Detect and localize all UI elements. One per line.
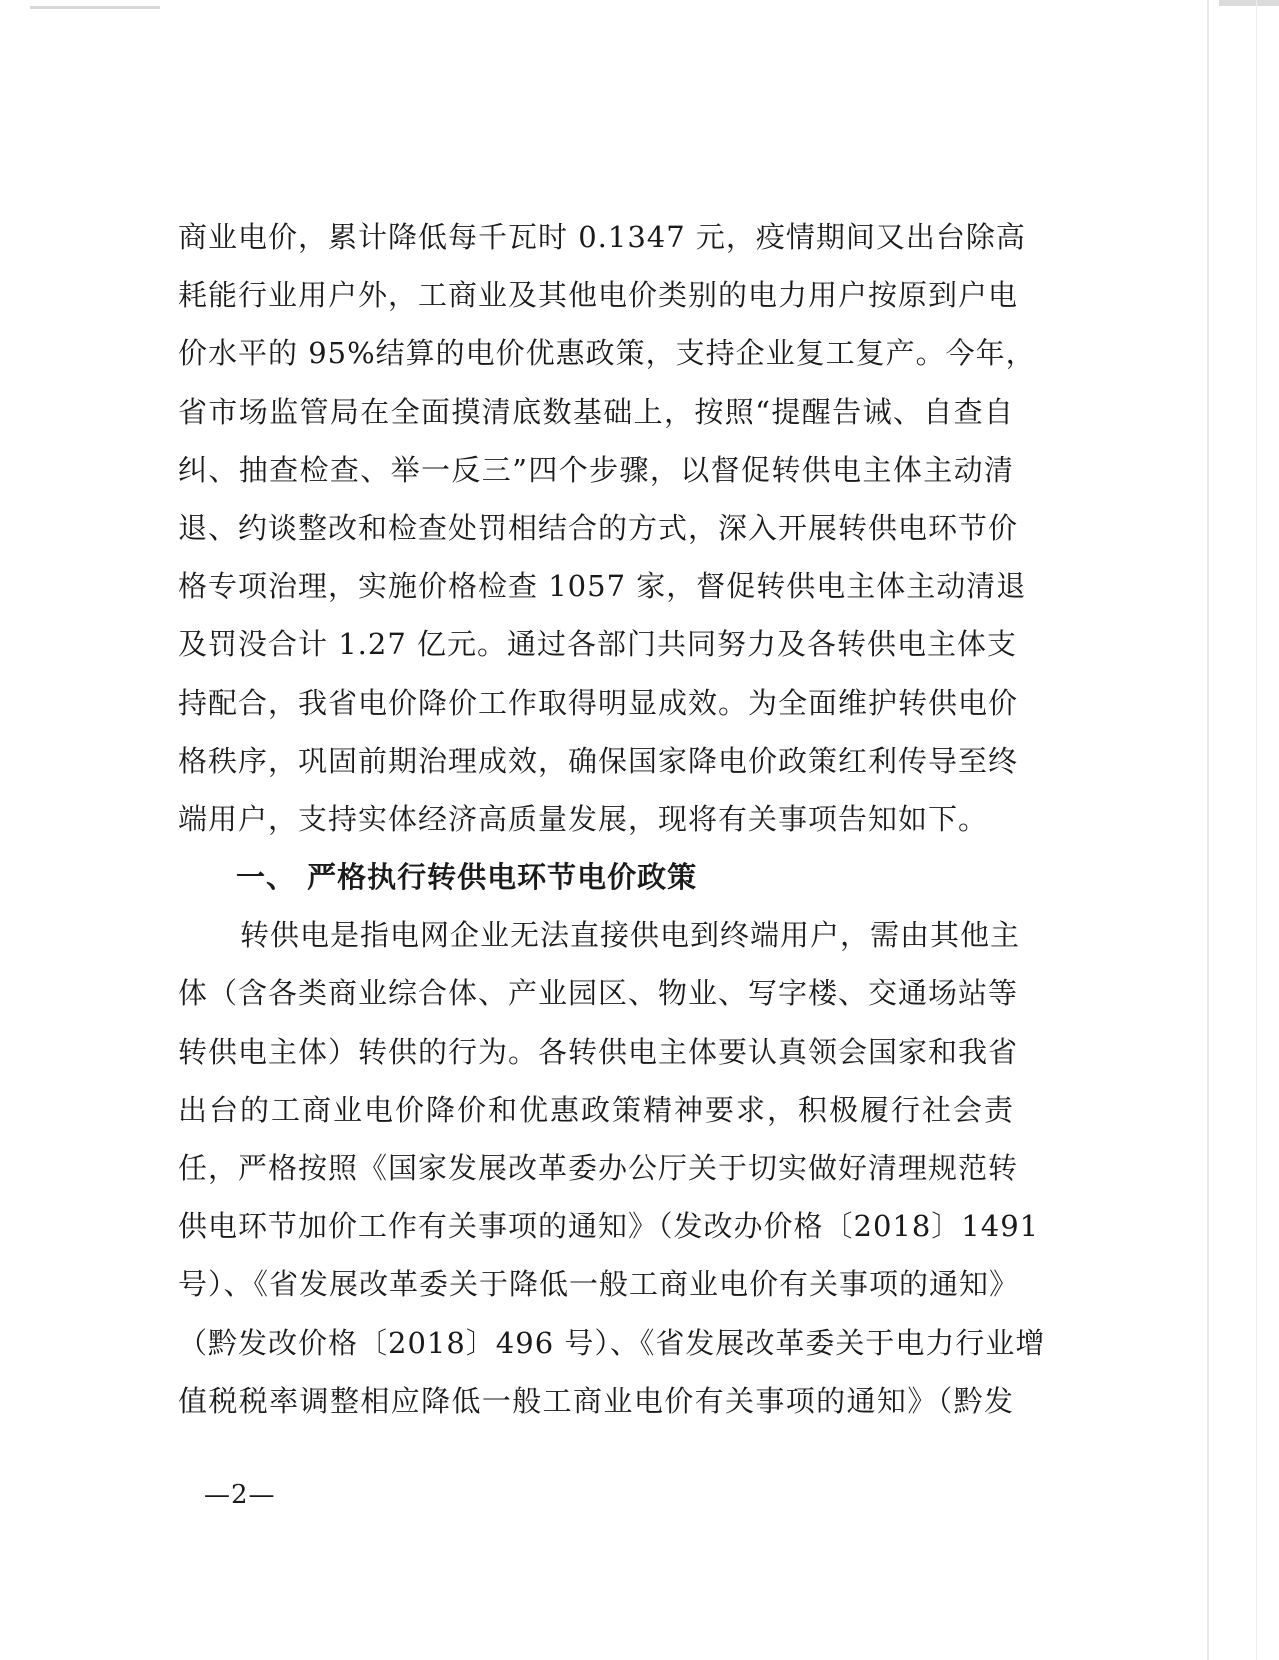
scan-artifact-top-right (1219, 0, 1279, 6)
paragraph-line: 转供电是指电网企业无法直接供电到终端用户，需由其他主 (240, 918, 1021, 953)
paragraph-line: 体（含各类商业综合体、产业园区、物业、写字楼、交通场站等 (178, 976, 1019, 1011)
paragraph-line: 纠、抽查检查、举一反三”四个步骤，以督促转供电主体主动清 (178, 452, 1014, 487)
paragraph-line: 耗能行业用户外，工商业及其他电价类别的电力用户按原到户电 (178, 278, 1019, 313)
paragraph-line: 退、约谈整改和检查处罚相结合的方式，深入开展转供电环节价 (178, 510, 1019, 545)
section-heading: 一、 严格执行转供电环节电价政策 (236, 860, 698, 895)
paragraph-line: 值税税率调整相应降低一般工商业电价有关事项的通知》（黔发 (178, 1383, 1014, 1418)
paragraph-line: 端用户，支持实体经济高质量发展，现将有关事项告知如下。 (178, 801, 989, 836)
paragraph-line: 格专项治理，实施价格检查 1057 家，督促转供电主体主动清退 (178, 569, 1027, 604)
paragraph-line: 供电环节加价工作有关事项的通知》（发改办价格〔2018〕1491 (178, 1209, 1040, 1244)
paragraph-line: 转供电主体）转供的行为。各转供电主体要认真领会国家和我省 (178, 1034, 1019, 1069)
paragraph-line: 持配合，我省电价降价工作取得明显成效。为全面维护转供电价 (178, 685, 1019, 720)
page-number: —2— (204, 1480, 276, 1510)
paragraph-line: 价水平的 95%结算的电价优惠政策，支持企业复工复产。今年， (178, 336, 1036, 371)
scan-artifact-top-left (30, 6, 160, 9)
paragraph-line: 商业电价，累计降低每千瓦时 0.1347 元，疫情期间又出台除高 (178, 220, 1026, 254)
paragraph-line: 任，严格按照《国家发展改革委办公厅关于切实做好清理规范转 (178, 1151, 1019, 1185)
paragraph-line: 出台的工商业电价降价和优惠政策精神要求，积极履行社会责 (178, 1092, 1014, 1127)
scan-edge-line (1207, 0, 1209, 1660)
paragraph-line: 及罚没合计 1.27 亿元。通过各部门共同努力及各转供电主体支 (178, 627, 1018, 662)
paragraph-line: （黔发改价格〔2018〕496 号）、《省发展改革委关于电力行业增 (178, 1325, 1046, 1360)
paragraph-line: 号）、《省发展改革委关于降低一般工商业电价有关事项的通知》 (178, 1267, 1020, 1302)
body-text (178, 208, 1046, 1430)
paragraph-line: 省市场监管局在全面摸清底数基础上，按照“提醒告诫、自查自 (178, 394, 1014, 429)
scan-edge-line-outer (1256, 0, 1257, 1660)
paragraph-line: 格秩序，巩固前期治理成效，确保国家降电价政策红利传导至终 (178, 743, 1019, 778)
